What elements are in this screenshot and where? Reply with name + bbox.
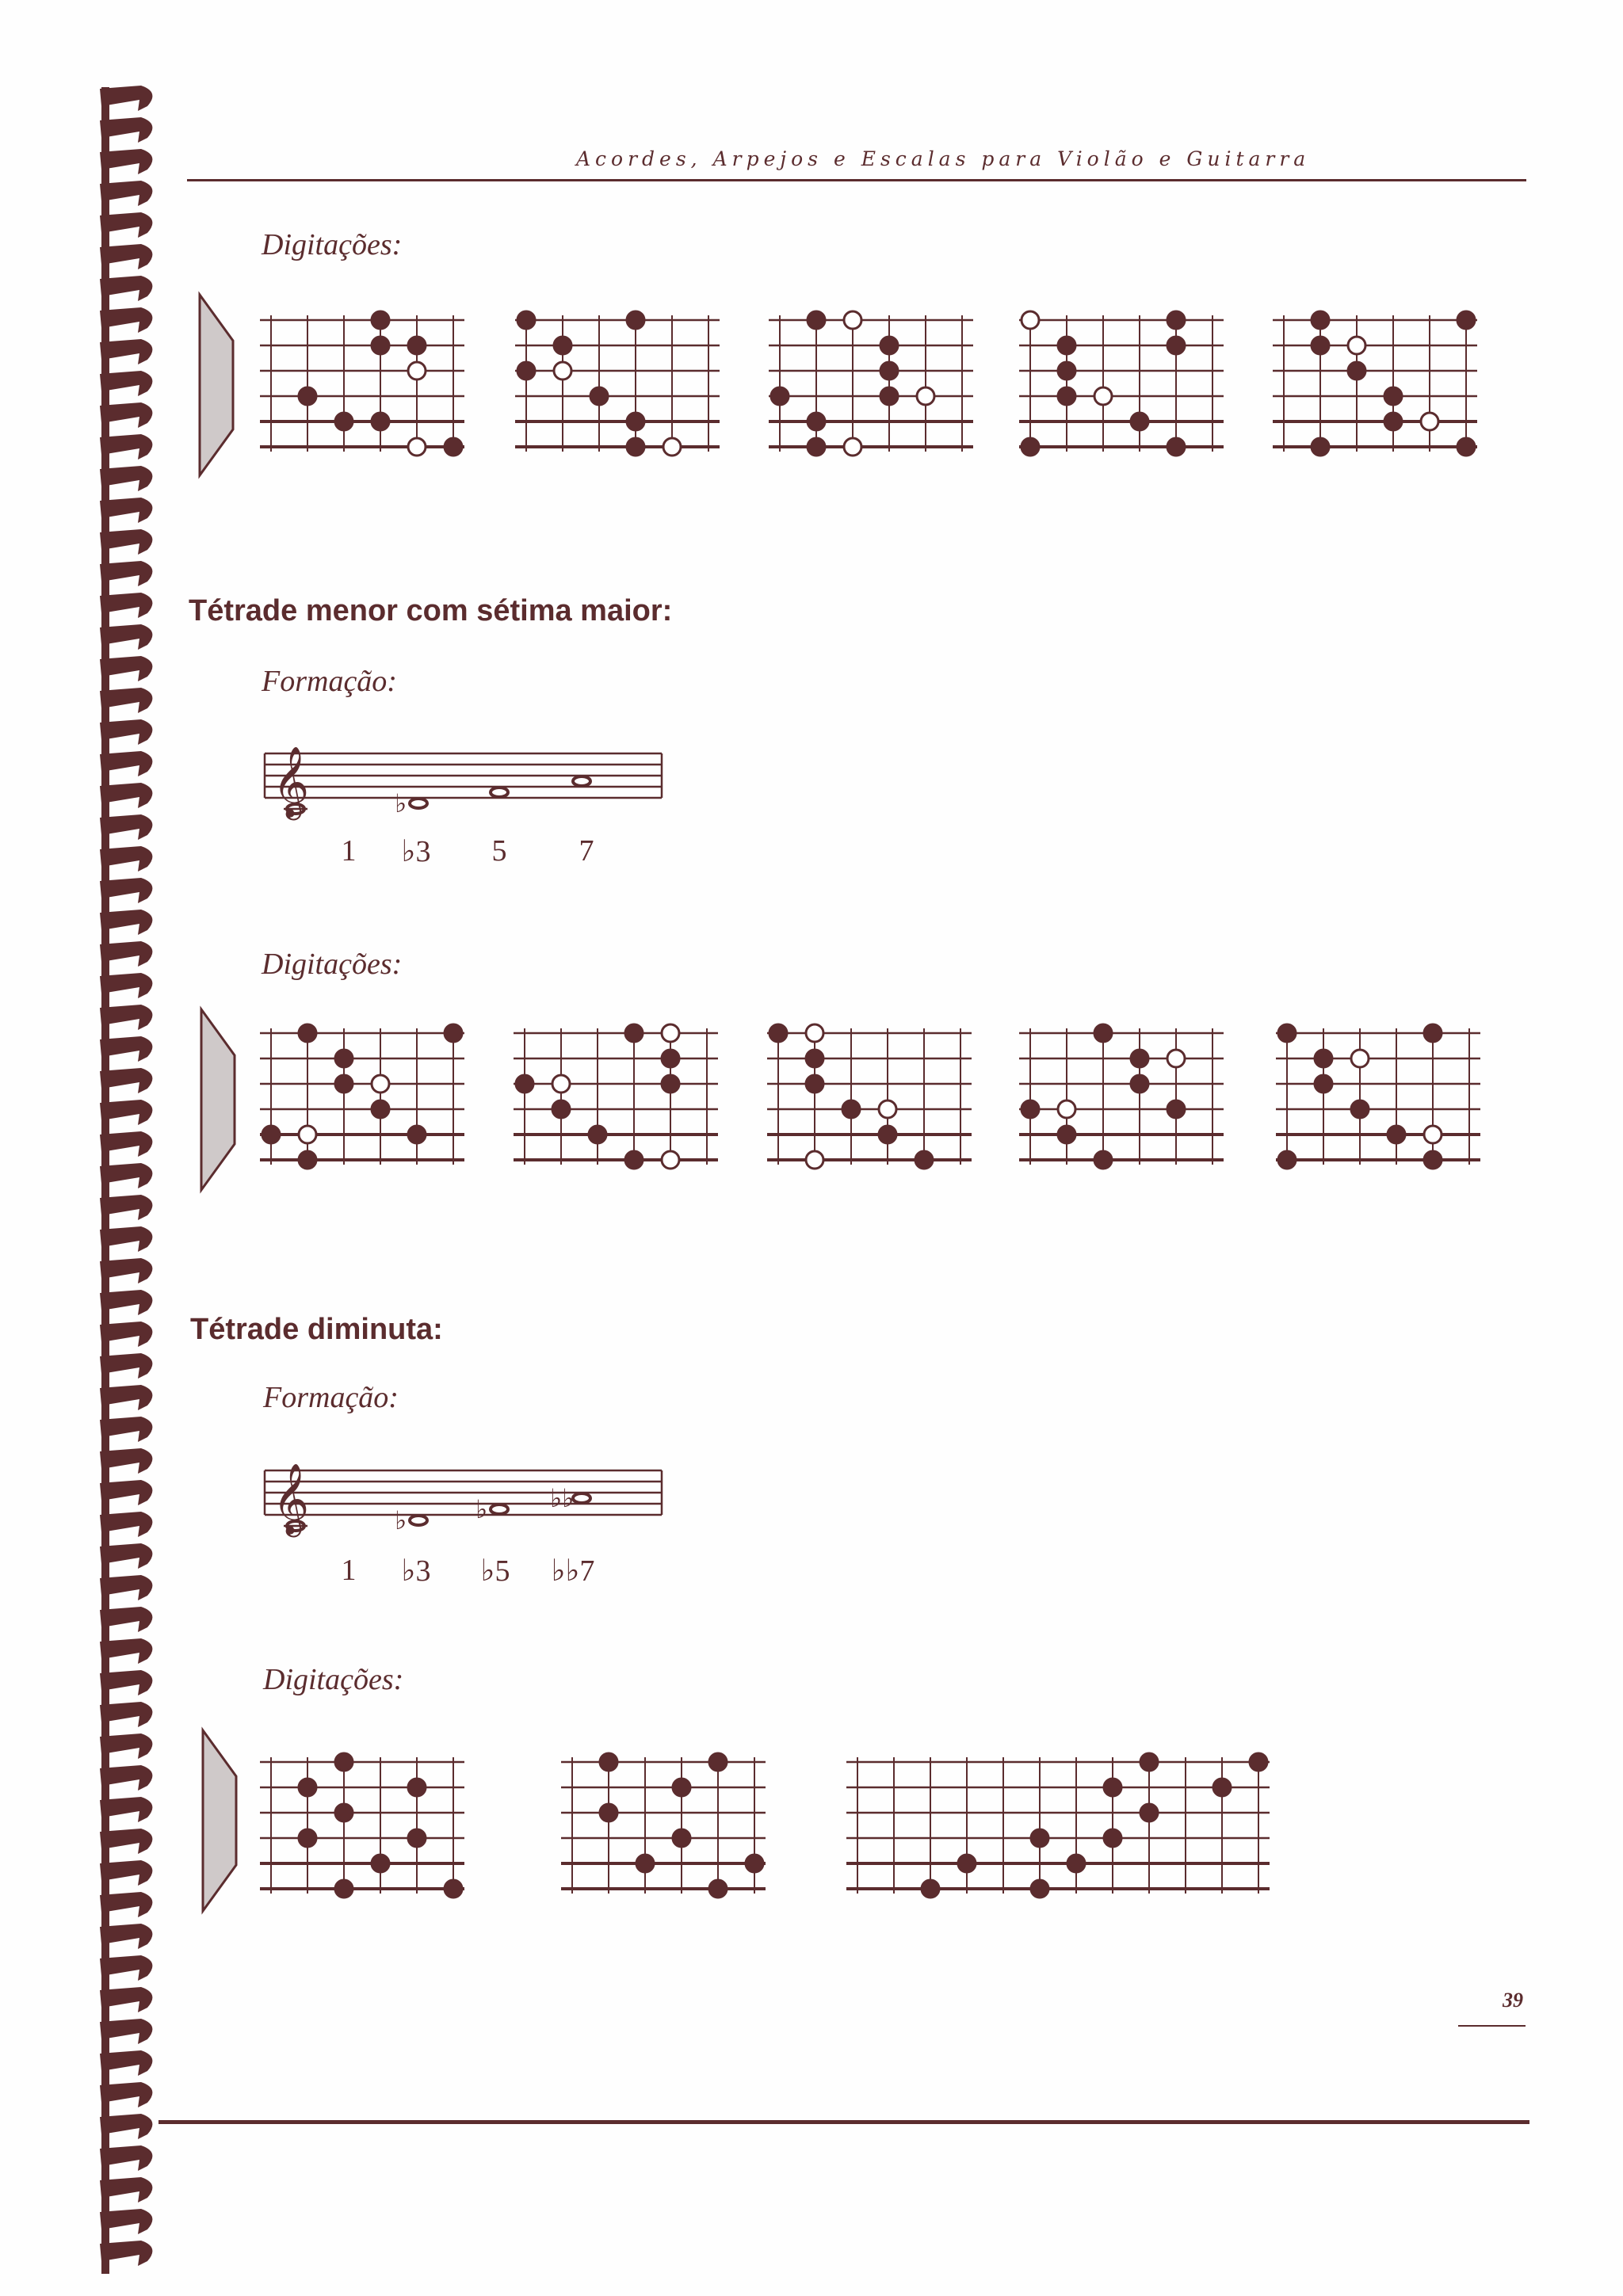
note-marker (806, 1050, 823, 1067)
note-marker (372, 413, 389, 430)
note-marker (709, 1880, 727, 1897)
note-marker (709, 1753, 727, 1771)
root-note-marker (663, 438, 681, 456)
degree-label: ♭3 (401, 835, 431, 868)
note-marker (771, 387, 789, 405)
note-marker (517, 362, 535, 379)
root-note-marker (1348, 337, 1365, 354)
svg-text:♭: ♭ (395, 788, 407, 818)
note-marker (1058, 337, 1075, 354)
fingering-diagram-2-1 (260, 1014, 490, 1180)
root-note-marker (844, 311, 861, 329)
root-note-marker (806, 1151, 823, 1169)
root-note-marker (1424, 1126, 1442, 1143)
note-marker (408, 1779, 426, 1796)
note-marker (842, 1100, 860, 1118)
root-note-marker (554, 362, 571, 379)
note-marker (1104, 1779, 1121, 1796)
note-marker (662, 1075, 679, 1093)
degree-label: 5 (491, 834, 507, 868)
fingering-diagram-1-4 (1019, 301, 1249, 467)
note-marker (590, 387, 608, 405)
section-title-menor-7M: Tétrade menor com sétima maior: (189, 594, 673, 627)
note-marker (1312, 311, 1329, 329)
page-number-rule (1458, 2025, 1526, 2027)
root-note-marker (552, 1075, 570, 1093)
svg-text:♭: ♭ (475, 1494, 488, 1524)
note-marker (600, 1753, 617, 1771)
degree-label: 1 (341, 1554, 357, 1587)
note-marker (880, 387, 898, 405)
note-marker (1167, 438, 1185, 456)
note-marker (335, 413, 353, 430)
note-marker (808, 413, 825, 430)
fingering-diagram-1-2 (515, 301, 745, 467)
note-marker (1022, 438, 1039, 456)
note-marker (299, 1151, 316, 1169)
note-marker (1278, 1024, 1296, 1042)
note-marker (335, 1753, 353, 1771)
running-header: Acordes, Arpejos e Escalas para Violão e Guitarra (576, 147, 1311, 170)
note-marker (1348, 362, 1365, 379)
note-marker (1278, 1151, 1296, 1169)
note-marker (1384, 387, 1402, 405)
note-marker (915, 1151, 933, 1169)
note-marker (516, 1075, 533, 1093)
section-marker-3 (201, 1729, 238, 1913)
root-note-marker (372, 1075, 389, 1093)
digitacoes-label-1: Digitações: (262, 228, 403, 261)
section-marker-2 (200, 1008, 236, 1192)
spiral-binding (94, 71, 165, 2282)
note-marker (445, 1880, 462, 1897)
note-marker (636, 1855, 654, 1872)
note-marker (1104, 1829, 1121, 1847)
note-marker (335, 1050, 353, 1067)
note-marker (880, 362, 898, 379)
note-marker (1424, 1024, 1442, 1042)
section-title-diminuta: Tétrade diminuta: (190, 1313, 443, 1346)
note-marker (1131, 1050, 1148, 1067)
degree-label: 1 (341, 834, 357, 868)
note-marker (627, 438, 644, 456)
note-marker (1213, 1779, 1231, 1796)
note-marker (1312, 337, 1329, 354)
note-marker (1250, 1753, 1267, 1771)
note-marker (408, 337, 426, 354)
note-marker (880, 337, 898, 354)
note-marker (408, 1126, 426, 1143)
formacao-label-2: Formação: (263, 1381, 399, 1414)
note-marker (662, 1050, 679, 1067)
note-marker (1094, 1024, 1112, 1042)
root-note-marker (662, 1151, 679, 1169)
note-marker (445, 1024, 462, 1042)
fingering-diagram-3-3 (846, 1743, 1306, 1909)
note-marker (958, 1855, 976, 1872)
treble-clef-icon: 𝄞 (273, 746, 310, 818)
fingering-diagram-3-2 (561, 1743, 791, 1909)
fingering-diagram-2-4 (1019, 1014, 1249, 1180)
note-marker (627, 311, 644, 329)
note-marker (625, 1151, 643, 1169)
note-marker (1388, 1126, 1405, 1143)
note-marker (335, 1880, 353, 1897)
root-note-marker (299, 1126, 316, 1143)
header-rule (187, 179, 1526, 181)
note-marker (1058, 387, 1075, 405)
page-number: 39 (1503, 1989, 1523, 2012)
note-marker (1140, 1753, 1158, 1771)
music-staff-menor-7M (262, 741, 674, 828)
root-note-marker (1094, 387, 1112, 405)
note-marker (1424, 1151, 1442, 1169)
root-note-marker (1351, 1050, 1369, 1067)
degree-label: ♭5 (480, 1554, 510, 1588)
note-marker (625, 1024, 643, 1042)
note-marker (1131, 413, 1148, 430)
note-marker (673, 1779, 690, 1796)
note-marker (1315, 1050, 1332, 1067)
degree-label: ♭3 (401, 1554, 431, 1588)
formacao-label-1: Formação: (262, 665, 397, 698)
note-marker (299, 387, 316, 405)
root-note-marker (806, 1024, 823, 1042)
root-note-marker (844, 438, 861, 456)
note-marker (1058, 1126, 1075, 1143)
bottom-rule (158, 2120, 1529, 2124)
fingering-diagram-1-1 (260, 301, 490, 467)
note-marker (445, 438, 462, 456)
note-marker (299, 1779, 316, 1796)
digitacoes-label-2: Digitações: (262, 948, 403, 981)
fingering-diagram-1-3 (769, 301, 999, 467)
root-note-marker (662, 1024, 679, 1042)
root-note-marker (1022, 311, 1039, 329)
note-marker (1351, 1100, 1369, 1118)
note-marker (627, 413, 644, 430)
fingering-diagram-1-5 (1273, 301, 1503, 467)
note-marker (1167, 337, 1185, 354)
note-marker (554, 337, 571, 354)
note-marker (769, 1024, 787, 1042)
note-marker (335, 1075, 353, 1093)
svg-text:♭: ♭ (395, 1505, 407, 1535)
note-marker (1094, 1151, 1112, 1169)
note-marker (1167, 1100, 1185, 1118)
section-marker-1 (198, 293, 235, 477)
degree-label: 7 (579, 834, 594, 868)
note-marker (262, 1126, 280, 1143)
fingering-diagram-3-1 (260, 1743, 490, 1909)
root-note-marker (408, 362, 426, 379)
note-marker (746, 1855, 763, 1872)
digitacoes-label-3: Digitações: (263, 1663, 404, 1696)
fingering-diagram-2-5 (1276, 1014, 1506, 1180)
root-note-marker (1421, 413, 1438, 430)
note-marker (1058, 362, 1075, 379)
root-note-marker (1167, 1050, 1185, 1067)
note-marker (1457, 311, 1475, 329)
note-marker (806, 1075, 823, 1093)
note-marker (1031, 1829, 1048, 1847)
note-marker (372, 311, 389, 329)
note-marker (1312, 438, 1329, 456)
root-note-marker (879, 1100, 896, 1118)
degree-label: ♭♭7 (551, 1554, 595, 1588)
note-marker (335, 1804, 353, 1821)
note-marker (1031, 1880, 1048, 1897)
svg-text:♭♭: ♭♭ (550, 1483, 575, 1513)
note-marker (808, 311, 825, 329)
note-marker (1167, 311, 1185, 329)
note-marker (879, 1126, 896, 1143)
fingering-diagram-2-3 (767, 1014, 997, 1180)
note-marker (372, 1100, 389, 1118)
note-marker (673, 1829, 690, 1847)
note-marker (517, 311, 535, 329)
note-marker (1131, 1075, 1148, 1093)
note-marker (299, 1829, 316, 1847)
root-note-marker (408, 438, 426, 456)
note-marker (1384, 413, 1402, 430)
note-marker (600, 1804, 617, 1821)
note-marker (1457, 438, 1475, 456)
root-note-marker (1058, 1100, 1075, 1118)
note-marker (299, 1024, 316, 1042)
note-marker (1022, 1100, 1039, 1118)
note-marker (408, 1829, 426, 1847)
root-note-marker (917, 387, 934, 405)
note-marker (372, 1855, 389, 1872)
note-marker (1140, 1804, 1158, 1821)
note-marker (552, 1100, 570, 1118)
note-marker (372, 337, 389, 354)
note-marker (808, 438, 825, 456)
note-marker (1315, 1075, 1332, 1093)
note-marker (589, 1126, 606, 1143)
note-marker (922, 1880, 939, 1897)
treble-clef-icon: 𝄞 (273, 1463, 310, 1535)
music-staff-diminuta (262, 1458, 674, 1545)
fingering-diagram-2-2 (514, 1014, 743, 1180)
note-marker (1067, 1855, 1085, 1872)
